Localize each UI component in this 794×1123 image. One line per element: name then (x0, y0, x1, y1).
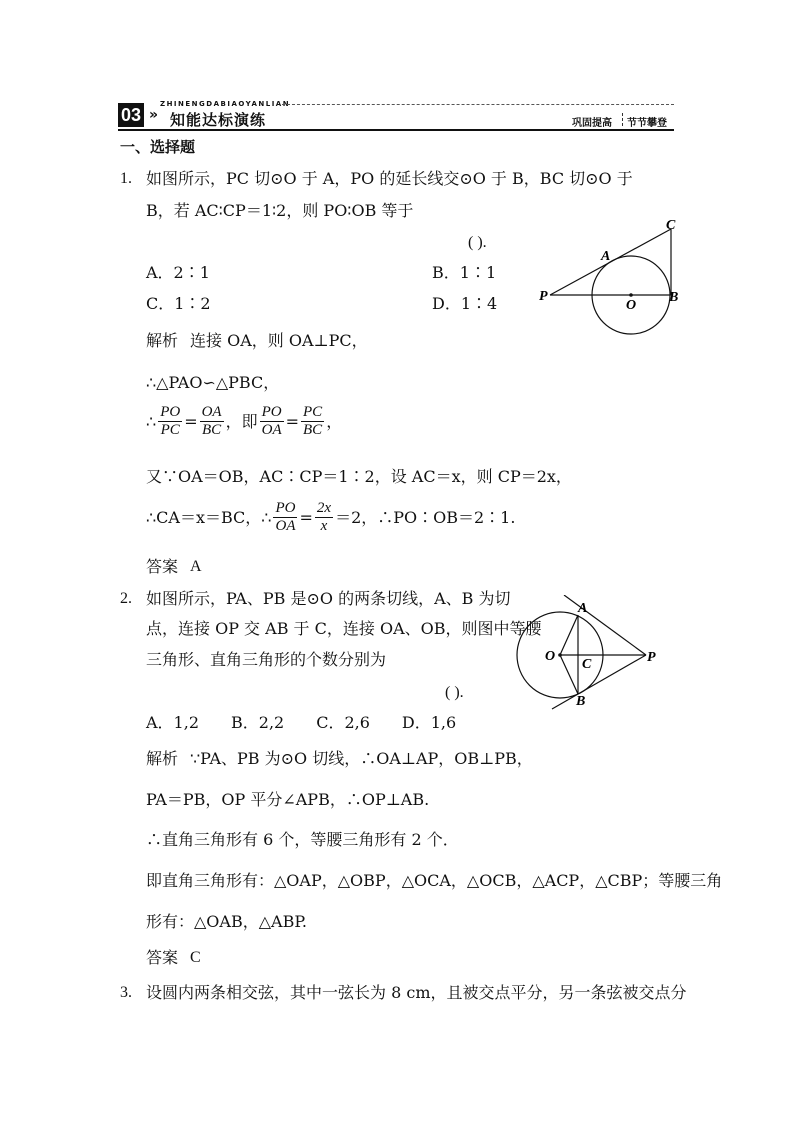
q2-label-a: A (578, 601, 588, 616)
fraction-po-oa (273, 500, 297, 535)
q2-center-dot (558, 653, 562, 657)
q3-number: 3. (120, 984, 132, 1001)
fraction-po-pc (158, 404, 182, 439)
q2-stem-line1: 如图所示，PA、PB 是⊙O 的两条切线，A、B 为切 (146, 589, 511, 608)
frac-num: PO (160, 404, 181, 420)
q2-stem-line3: 三角形、直角三角形的个数分别为 (146, 650, 387, 669)
fraction-oa-bc (200, 404, 224, 439)
equals-sign: = (285, 411, 300, 431)
chevron-double-icon: » (149, 107, 159, 123)
q1-analysis-line4: 又∵OA＝OB，AC∶CP＝1∶2，设 AC＝x，则 CP＝2x， (146, 467, 572, 486)
q2-answer-label: 答案 (146, 948, 179, 967)
result-text: ＝2，∴PO∶OB＝2∶1. (335, 507, 516, 527)
frac-num: OA (201, 404, 222, 420)
q1-answer: A (190, 558, 202, 575)
q2-label-o: O (545, 649, 556, 664)
frac-den: OA (261, 422, 282, 438)
text-ji: ，即 (225, 411, 258, 431)
q1-analysis-line2: ∴△PAO∽△PBC， (146, 373, 280, 392)
q1-answer-label: 答案 (146, 557, 179, 576)
q2-answer-paren: ( ). (445, 684, 464, 701)
q2-analysis-line4: 即直角三角形有：△OAP，△OBP，△OCA，△OCB，△ACP，△CBP；等腰三角 (146, 871, 723, 890)
frac-num: PC (303, 404, 323, 420)
q3-stem-line1: 设圆内两条相交弦，其中一弦长为 8 cm，且被交点平分，另一条弦被交点分 (146, 983, 687, 1002)
frac-num: 2x (316, 500, 332, 516)
q2-options: A．1,2 B．2,2 C．2,6 D．1,6 (146, 713, 457, 732)
header-right-a: 巩固提高 (572, 118, 612, 129)
equals-sign: = (299, 507, 313, 527)
q1-analysis-line1: 连接 OA，则 OA⊥PC， (190, 331, 368, 350)
q1-number: 1. (120, 170, 132, 187)
q2-label-p: P (647, 650, 656, 665)
frac-num: PO (261, 404, 282, 420)
q1-label-b: B (669, 290, 679, 305)
q2-analysis-line5: 形有：△OAB，△ABP. (146, 912, 307, 931)
header-pinyin: ZHINENGDABIAOYANLIAN (160, 100, 291, 108)
q1-figure (535, 215, 685, 340)
q2-label-b: B (576, 694, 586, 709)
frac-den: BC (202, 422, 222, 438)
fraction-2x-x (315, 500, 333, 535)
q1-label-a: A (601, 249, 611, 264)
q2-stem-line2: 点，连接 OP 交 AB 于 C，连接 OA、OB，则图中等腰 (146, 619, 542, 638)
q2-analysis-line3: ∴直角三角形有 6 个，等腰三角形有 2 个． (146, 830, 459, 849)
fraction-pc-bc (301, 404, 324, 439)
q1-option-d: D．1∶4 (432, 294, 498, 313)
q2-line-pa-ext (564, 595, 646, 655)
q1-analysis-line5 (146, 500, 515, 535)
q1-label-p: P (539, 289, 548, 304)
q1-analysis-label: 解析 (146, 331, 179, 350)
comma: ， (326, 411, 343, 431)
frac-den: PC (160, 422, 180, 438)
q1-center-dot (629, 293, 633, 297)
q1-label-c: C (666, 218, 676, 233)
q1-analysis-line3 (146, 404, 342, 439)
chapter-number: 03 (118, 103, 144, 127)
q1-option-a: A．2∶1 (146, 263, 210, 282)
q1-label-o: O (626, 298, 637, 313)
header-right-b: 节节攀登 (627, 118, 667, 129)
header-rule (118, 129, 674, 131)
q2-line-pb-ext (552, 655, 646, 709)
q1-option-c: C．1∶2 (146, 294, 211, 313)
therefore-symbol: ∴ (146, 411, 157, 431)
q1-option-b: B．1∶1 (432, 263, 497, 282)
frac-den: OA (275, 518, 296, 534)
header-separator (622, 113, 624, 126)
fraction-po-oa (260, 404, 284, 439)
q2-analysis-line1: ∵PA、PB 为⊙O 切线，∴OA⊥AP，OB⊥PB， (190, 749, 533, 768)
q2-figure (512, 595, 672, 713)
q2-line-ob (560, 655, 578, 694)
q2-label-c: C (582, 657, 592, 672)
equals-sign: = (184, 411, 198, 431)
q1-stem-line2: B，若 AC∶CP＝1∶2，则 PO∶OB 等于 (146, 201, 414, 220)
frac-den: BC (303, 422, 323, 438)
text-ca-eq: ∴CA＝x＝BC，∴ (146, 507, 272, 527)
frac-num: PO (275, 500, 296, 516)
header-title: 知能达标演练 (170, 111, 267, 129)
q2-answer: C (190, 949, 201, 966)
frac-den: x (320, 518, 328, 534)
q1-answer-paren: ( ). (468, 234, 487, 251)
q2-line-oa (560, 615, 578, 655)
section-title: 一、选择题 (120, 138, 196, 156)
q2-analysis-label: 解析 (146, 749, 179, 768)
q1-stem-line1: 如图所示，PC 切⊙O 于 A，PO 的延长线交⊙O 于 B，BC 切⊙O 于 (146, 169, 633, 188)
header-dotted-line (282, 104, 674, 105)
q2-analysis-line2: PA＝PB，OP 平分∠APB，∴OP⊥AB. (146, 790, 430, 809)
q2-number: 2. (120, 590, 132, 607)
